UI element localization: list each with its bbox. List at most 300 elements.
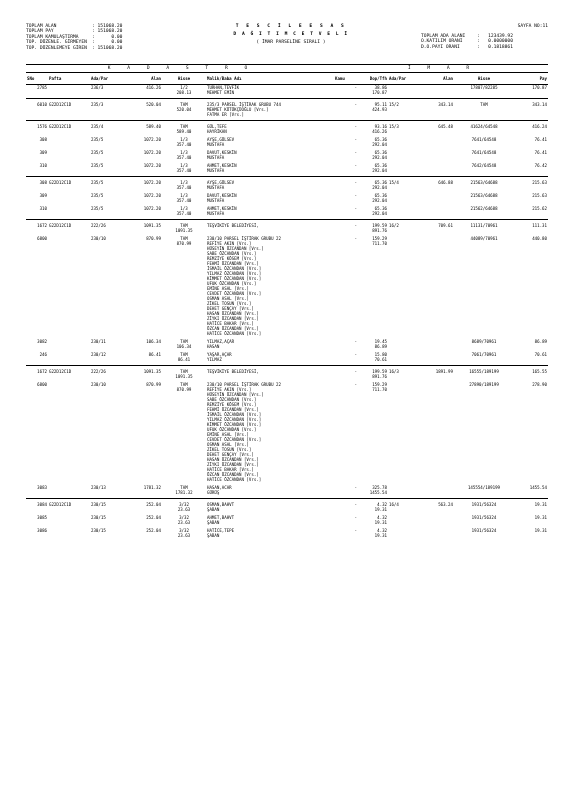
cell-adapar: 230/13	[91, 485, 106, 490]
cell-malik	[206, 180, 334, 190]
cell-malik-line: HATİCE ÖZCANDAN [Vrs.]	[207, 331, 262, 336]
table-row	[26, 206, 548, 216]
gap-cell	[26, 538, 548, 541]
cell-dop-line: 95.11	[374, 102, 387, 107]
cell-dop-line: 292.04	[372, 185, 387, 190]
cell-hisse-line: TAM	[180, 369, 188, 374]
cell-dop	[358, 85, 388, 96]
ratio-value: : 0.1818861	[477, 44, 513, 50]
cell-malik-line: GÜL,TEFE	[207, 124, 227, 129]
cell-hisse-line: TAM	[180, 236, 188, 241]
total-row	[26, 46, 196, 51]
cell-malik-line: HAYRİKAN	[207, 129, 227, 134]
cell-dop	[358, 223, 388, 233]
table-row	[26, 180, 548, 190]
cell-adapar: 235/5	[91, 206, 104, 211]
cell-hisse	[162, 206, 206, 216]
cell-hisse	[162, 528, 206, 538]
ratio-block	[421, 24, 548, 50]
cell-hisse	[162, 369, 206, 379]
cell-malik-line: ŞABAN	[207, 533, 220, 538]
cell-alan: 1072.20	[143, 206, 161, 211]
cell-hisse	[162, 502, 206, 512]
cell-hisse-line: 1/3	[180, 137, 188, 142]
cell-dop-line: 19.31	[374, 520, 387, 525]
cell-kamu: -	[354, 102, 357, 107]
column-header: Kamu	[334, 73, 358, 85]
cell-kamu: -	[354, 352, 357, 357]
cell-sno: 3086	[37, 528, 47, 533]
cell-hisse-line: 1/3	[180, 150, 188, 155]
cell-pafta	[48, 382, 90, 482]
cell-alan: 1072.20	[143, 137, 161, 142]
document-header	[26, 24, 548, 64]
cell-pafta	[48, 339, 90, 349]
title-line-2: D A Ğ I T I M C E T V E L İ	[233, 32, 349, 38]
cell-pafta: G22D12C1D	[49, 102, 72, 107]
cell-malik-line: EMİNE ASAL [Vrs.]	[207, 432, 249, 437]
cell-imar-alan: 646.88	[438, 180, 453, 185]
cell-pay: 416.24	[532, 124, 547, 129]
cell-imar-hisse: TAM	[480, 102, 488, 107]
cell-dop	[358, 236, 388, 336]
cell-hisse	[162, 150, 206, 160]
ratio-label: TOPLAM ADA ALANI	[421, 34, 466, 39]
cell-dop-line: 65.36	[374, 137, 387, 142]
ratio-label: D.O.PAYI ORANI	[421, 44, 460, 50]
cell-dop	[358, 163, 388, 173]
cell-sno: 308	[39, 180, 47, 185]
cell-alan: 1091.35	[143, 223, 161, 228]
cell-adapar: 230/10	[91, 236, 106, 241]
cell-adapar: 222/26	[91, 223, 106, 228]
table-row	[26, 193, 548, 203]
table-row	[26, 150, 548, 160]
cell-hisse-line: 1/3	[180, 206, 188, 211]
cell-alan: 1072.20	[143, 193, 161, 198]
table-row	[26, 137, 548, 147]
table-row	[26, 163, 548, 173]
cell-hisse-line: TAM	[180, 223, 188, 228]
cell-hisse	[162, 180, 206, 190]
cell-pay: 76.41	[534, 137, 547, 142]
cell-malik-line: REMZİYE KÖSEM [Vrs.]	[207, 256, 257, 261]
cell-dop-line: 86.89	[374, 344, 387, 349]
cell-kamu: -	[354, 85, 357, 90]
cell-hisse-line: 357.40	[176, 198, 192, 203]
cell-malik-line: ŞABAN	[207, 507, 220, 512]
cell-sno: 308	[39, 137, 47, 142]
cell-sno: 310	[39, 206, 47, 211]
cell-adapar: 236/3	[91, 85, 104, 90]
cell-imar-alan: 1891.99	[435, 369, 453, 374]
cell-hisse	[162, 515, 206, 525]
cell-pafta	[48, 515, 90, 525]
cell-imar-alan: 645.48	[438, 124, 453, 129]
cell-sno: 3084	[37, 502, 47, 507]
cell-hisse	[162, 137, 206, 147]
cell-malik	[206, 236, 334, 336]
column-header: Alan	[128, 73, 162, 85]
cell-adapar: 222/26	[91, 369, 106, 374]
cell-malik-line: İSMAİL ÖZCANDAN [Vrs.]	[207, 412, 262, 417]
table-row	[26, 382, 548, 482]
cell-dop-line: 4.32	[377, 528, 387, 533]
cell-imar-hisse: 21563/64688	[470, 193, 498, 198]
cell-malik-line: MUSTAFA	[207, 142, 225, 147]
cell-hisse-line: 1/3	[180, 163, 188, 168]
cell-hisse-line: 208.13	[176, 90, 192, 95]
cell-adapar: 235/4	[91, 124, 104, 129]
cell-imar-hisse: 21562/64688	[470, 206, 498, 211]
cell-malik-line: TEŞVİKİYE BELEDİYESİ,	[207, 223, 259, 228]
cell-dop	[358, 193, 388, 203]
cell-imar-hisse: 27890/189199	[469, 382, 499, 387]
distribution-table	[26, 73, 548, 541]
cell-hisse-line: 23.63	[177, 520, 191, 525]
cell-hisse	[162, 163, 206, 173]
cell-dop	[358, 485, 388, 495]
cell-sno: 3083	[37, 485, 47, 490]
cell-dop	[358, 102, 388, 117]
cell-sno: 6800	[37, 382, 47, 387]
cell-malik-line: AHMET,KESKİN	[207, 163, 237, 168]
cell-imar-adapar: 15/4	[389, 180, 399, 185]
cell-malik-line: MUSTAFA	[207, 185, 225, 190]
cell-alan: 1072.20	[143, 163, 161, 168]
cell-malik	[206, 85, 334, 96]
cell-dop-line: 19.31	[374, 507, 387, 512]
cell-pay: 440.80	[532, 236, 547, 241]
cell-malik-line: ÖZCAN ÖZCANDAN [Vrs.]	[207, 326, 259, 331]
cell-malik-line: 230/10 PARSEL İŞTİRAK GRUBU 22	[207, 382, 281, 387]
cell-imar-alan	[420, 339, 454, 349]
cell-alan: 1091.35	[143, 369, 161, 374]
cell-sno: 310	[39, 163, 47, 168]
cell-malik-line: EMİNE ASAL [Vrs.]	[207, 286, 249, 291]
cell-sno: 309	[39, 193, 47, 198]
cell-malik-line: TURHAN,TEVFİK	[207, 85, 240, 90]
cell-pay: 343.14	[532, 102, 547, 107]
cell-imar-alan: 709.61	[438, 223, 453, 228]
total-value: : 0.00	[92, 34, 123, 40]
cell-malik-line: 235/3 PARSEL İŞTİRAK GRUBU 744	[207, 102, 281, 107]
cell-imar-alan: 563.24	[438, 502, 453, 507]
cell-kamu: -	[354, 193, 357, 198]
cell-pafta	[48, 193, 90, 203]
cell-imar-adapar	[388, 163, 420, 173]
table-row	[26, 223, 548, 233]
cell-malik-line: OSMAN ASAL [Vrs.]	[207, 442, 249, 447]
cell-hisse-line: 3/32	[179, 528, 189, 533]
cell-alan: 252.04	[146, 515, 161, 520]
cell-dop	[358, 369, 388, 379]
cell-malik	[206, 352, 334, 362]
cell-dop-line: 65.36	[374, 180, 387, 185]
cell-pafta	[48, 485, 90, 495]
cell-pafta	[48, 236, 90, 336]
cell-malik	[206, 502, 334, 512]
table-row	[26, 369, 548, 379]
cell-dop-line: 65.36	[374, 150, 387, 155]
cell-malik-line: CEVDET ÖZCANDAN [Vrs.]	[207, 437, 262, 442]
cell-malik-line: GÜRÜŞ	[207, 490, 220, 495]
cell-alan: 870.99	[146, 236, 161, 241]
cell-hisse	[162, 193, 206, 203]
cell-imar-adapar	[388, 528, 420, 538]
cell-malik	[206, 163, 334, 173]
cell-malik-line: AHMET,KESKİN	[207, 206, 237, 211]
cell-pafta: G22D12C1D	[49, 124, 72, 129]
cell-malik-line: HATİCE ÖZCANDAN [Vrs.]	[207, 477, 262, 482]
cell-malik-line: SABE ÖZCANDAN [Vrs.]	[207, 251, 257, 256]
total-value: : 151068.20	[92, 45, 123, 51]
total-value: : 0.00	[92, 40, 123, 46]
cell-imar-adapar: 16/3	[389, 369, 399, 374]
cell-hisse-line: 1/3	[180, 180, 188, 185]
column-header: Malik/Baba Adı	[206, 73, 334, 85]
cell-dop-line: 38.86	[374, 85, 387, 90]
cell-dop	[358, 206, 388, 216]
cell-hisse-line: 357.40	[176, 142, 192, 147]
cell-malik-line: YILMAZ	[207, 357, 222, 362]
cell-malik	[206, 528, 334, 538]
cell-malik-line: KİMMET ÖZCANDAN [Vrs.]	[207, 276, 262, 281]
cell-malik-line: MEHMET EMİN	[207, 90, 235, 95]
cell-malik-line: İSMAİL ÖZCANDAN [Vrs.]	[207, 266, 262, 271]
cell-alan: 589.40	[146, 124, 161, 129]
cell-malik-line: DAVUT,KESKİN	[207, 150, 237, 155]
cell-hisse-line: 589.40	[176, 129, 192, 134]
row-gap	[26, 538, 548, 541]
cell-malik-line: MUSTAFA	[207, 198, 225, 203]
cell-pay: 19.31	[534, 528, 547, 533]
cell-dop-line: 93.16	[374, 124, 387, 129]
column-header: Pafta	[48, 73, 90, 85]
cell-imar-hisse: 7641/64548	[471, 137, 497, 142]
cell-imar-hisse: 11131/70961	[470, 223, 498, 228]
total-label: TOP. DÜZENLEMEYE GİREN	[26, 45, 87, 51]
kadastro-label: K A D A S T R O	[107, 66, 255, 71]
cell-alan: 520.04	[146, 102, 161, 107]
cell-pafta	[48, 206, 90, 216]
ratio-value: : 123439.92	[477, 34, 513, 39]
cell-sno: 1672	[37, 223, 47, 228]
title-line-3: ( İMAR PARSELİNE SIRALI )	[256, 39, 326, 45]
cell-malik-line: ŞABAN	[207, 520, 220, 525]
cell-pafta	[48, 137, 90, 147]
cell-malik-line: ZİYKI ÖZCANDAN [Vrs.]	[207, 462, 259, 467]
cell-hisse-line: TAM	[180, 339, 188, 344]
total-label: TOPLAM KAMULAŞTIRMA	[26, 34, 79, 40]
cell-malik	[206, 485, 334, 495]
cell-malik-line: CEVDET ÖZCANDAN [Vrs.]	[207, 291, 262, 296]
cell-malik-line: HATİCE BAKAR [Vrs.]	[207, 321, 254, 326]
cell-imar-hisse: 1931/56324	[471, 528, 497, 533]
cell-imar-hisse: 1931/56324	[471, 515, 497, 520]
cell-kamu: -	[354, 206, 357, 211]
cell-imar-adapar	[388, 382, 420, 482]
cell-malik	[206, 223, 334, 233]
cell-pafta	[48, 150, 90, 160]
cell-dop-line: 19.31	[374, 533, 387, 538]
cell-kamu: -	[354, 339, 357, 344]
cell-dop	[358, 382, 388, 482]
cell-hisse	[162, 352, 206, 362]
cell-sno: 1672	[37, 369, 47, 374]
cell-imar-alan	[420, 150, 454, 160]
cell-pay: 19.31	[534, 515, 547, 520]
table-row	[26, 528, 548, 538]
cell-pay: 165.55	[532, 369, 547, 374]
cell-malik	[206, 124, 334, 134]
cell-dop-line: 292.04	[372, 168, 387, 173]
cell-dop-line: 416.26	[372, 129, 387, 134]
cell-kamu: -	[354, 382, 357, 387]
table-row	[26, 352, 548, 362]
cell-dop-line: 325.78	[372, 485, 387, 490]
cell-hisse	[162, 236, 206, 336]
cell-hisse-line: TAM	[180, 124, 188, 129]
cell-dop	[358, 339, 388, 349]
cell-adapar: 235/5	[91, 163, 104, 168]
cell-adapar: 230/15	[91, 502, 106, 507]
cell-imar-hisse: 16555/189199	[469, 369, 499, 374]
table-row	[26, 236, 548, 336]
cell-imar-adapar	[388, 193, 420, 203]
cell-pafta	[48, 352, 90, 362]
cell-malik-line: HATİCE BAKAR [Vrs.]	[207, 467, 254, 472]
cell-alan: 870.99	[146, 382, 161, 387]
cell-imar-adapar	[388, 515, 420, 525]
cell-imar-hisse: 8689/70961	[471, 339, 497, 344]
column-header: Dop/Tfh	[358, 73, 388, 85]
cell-pafta	[48, 163, 90, 173]
cell-imar-adapar	[388, 137, 420, 147]
cell-sno: 1576	[37, 124, 47, 129]
cell-malik	[206, 206, 334, 216]
cell-alan: 106.34	[146, 339, 161, 344]
cell-malik	[206, 515, 334, 525]
cell-dop-line: 15.80	[374, 352, 387, 357]
cell-malik-line: TEŞVİKİYE BELEDİYESİ,	[207, 369, 259, 374]
cell-malik	[206, 382, 334, 482]
cell-hisse	[162, 382, 206, 482]
cell-malik-line: KİMMET ÖZCANDAN [Vrs.]	[207, 422, 262, 427]
cell-kamu: -	[354, 502, 357, 507]
cell-dop	[358, 515, 388, 525]
cell-hisse-line: 357.40	[176, 185, 192, 190]
cell-dop-line: 292.04	[372, 142, 387, 147]
cell-dop-line: 65.36	[374, 163, 387, 168]
cell-malik-line: FEHMİ ÖZCANDAN [Vrs.]	[207, 261, 259, 266]
cell-dop-line: 70.61	[374, 357, 387, 362]
cell-dop-line: 711.70	[372, 387, 387, 392]
total-value: : 151068.20	[92, 24, 123, 29]
cell-sno: 6010	[37, 102, 47, 107]
column-header: Ada/Par	[388, 73, 420, 85]
cell-malik-line: OSMAN ASAL [Vrs.]	[207, 296, 249, 301]
cell-dop-line: 159.29	[372, 236, 387, 241]
cell-malik-line: AYŞE,GÜLSEV	[207, 137, 235, 142]
cell-malik-line: UFUK ÖZCANDAN [Vrs.]	[207, 281, 257, 286]
cell-dop	[358, 352, 388, 362]
cell-imar-adapar	[388, 352, 420, 362]
cell-kamu: -	[354, 137, 357, 142]
cell-imar-hisse: 21563/64688	[470, 180, 498, 185]
cell-hisse-line: 23.63	[177, 507, 191, 512]
cell-malik	[206, 339, 334, 349]
cell-malik-line: YILMAZ ÖZCANDAN [Vrs.]	[207, 417, 262, 422]
cell-imar-hisse: 7642/64548	[471, 163, 497, 168]
cell-hisse	[162, 485, 206, 495]
cell-sno: 2785	[37, 85, 47, 90]
cell-adapar: 235/5	[91, 180, 104, 185]
column-header: SNo	[26, 73, 48, 85]
cell-malik-line: SABE ÖZCANDAN [Vrs.]	[207, 397, 257, 402]
cell-adapar: 230/15	[91, 515, 106, 520]
cell-malik-line: REMZİYE KÖSEM [Vrs.]	[207, 402, 257, 407]
cell-sno: 6800	[37, 236, 47, 241]
cell-dop	[358, 124, 388, 134]
cell-hisse-line: 870.99	[176, 241, 192, 246]
cell-imar-alan	[420, 137, 454, 147]
column-header: Ada/Par	[90, 73, 128, 85]
cell-imar-alan	[420, 236, 454, 336]
cell-hisse-line: TAM	[180, 352, 188, 357]
cell-imar-adapar	[388, 150, 420, 160]
cell-malik-line: YAŞAR,AÇAR	[207, 352, 232, 357]
cell-hisse	[162, 339, 206, 349]
cell-dop	[358, 502, 388, 512]
cell-malik-line: UFUK ÖZCANDAN [Vrs.]	[207, 427, 257, 432]
cell-adapar: 235/5	[91, 137, 104, 142]
cell-adapar: 235/3	[91, 102, 104, 107]
cell-malik-line: DEHET GENÇAY [Vrs.]	[207, 306, 254, 311]
cell-malik-line: MEHMET KÜTÜKÇÜOĞLU [Vrs.]	[207, 107, 269, 112]
cell-hisse-line: 3/32	[179, 502, 189, 507]
cell-malik-line: HASAN	[207, 344, 220, 349]
cell-hisse-line: 357.40	[176, 155, 192, 160]
cell-dop	[358, 137, 388, 147]
cell-imar-alan	[420, 528, 454, 538]
cell-hisse-line: 870.99	[176, 387, 192, 392]
cell-imar-adapar	[388, 206, 420, 216]
title-line-1: T E S C İ L E E S A S	[235, 24, 347, 29]
cell-adapar: 230/10	[91, 382, 106, 387]
cell-imar-alan	[420, 206, 454, 216]
cell-kamu: -	[354, 150, 357, 155]
cell-pay: 86.89	[534, 339, 547, 344]
cell-dop-line: 292.04	[372, 155, 387, 160]
column-header: Hisse	[162, 73, 206, 85]
cell-hisse	[162, 85, 206, 96]
cell-kamu: -	[354, 485, 357, 490]
cell-sno: 309	[39, 150, 47, 155]
cell-malik	[206, 137, 334, 147]
cell-alan: 86.41	[148, 352, 161, 357]
cell-adapar: 235/5	[91, 150, 104, 155]
cell-hisse-line: 1781.32	[175, 490, 193, 495]
total-label: TOPLAM ALAN	[26, 24, 57, 29]
cell-malik	[206, 102, 334, 117]
cell-dop-line: 65.36	[374, 193, 387, 198]
cell-dop-line: 424.93	[372, 107, 387, 112]
column-header: Pay	[514, 73, 548, 85]
cell-dop-line: 4.32	[377, 515, 387, 520]
cell-pay: 76.41	[534, 150, 547, 155]
total-value: : 151068.20	[92, 29, 123, 35]
